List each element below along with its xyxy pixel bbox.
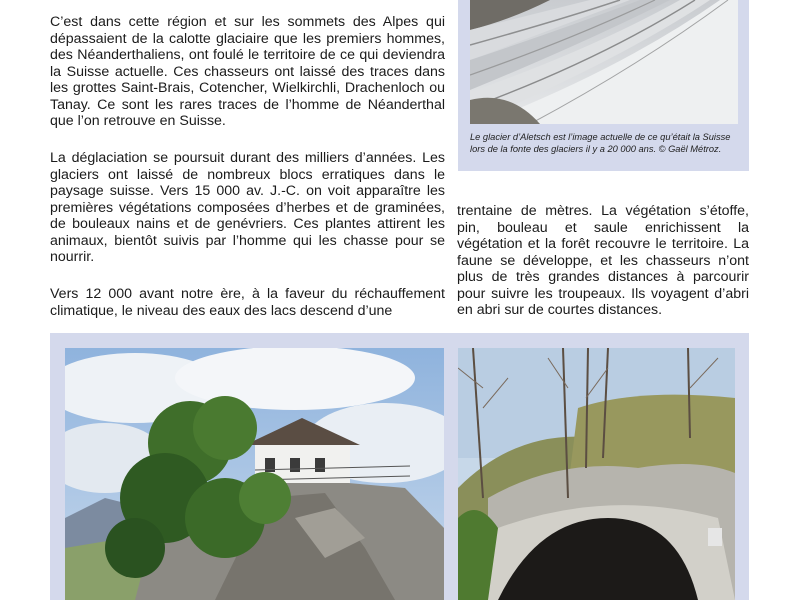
glacier-photo: [470, 0, 738, 124]
chapel-on-rock-photo: [65, 348, 444, 600]
paragraph-warming-start: Vers 12 000 avant notre ère, à la faveur du réchauffement climatique, le niveau des eaux des lacs descend d’une: [50, 286, 445, 319]
cave-entrance-photo: [458, 348, 735, 600]
glacier-caption: Le glacier d’Aletsch est l’image actuelle de ce qu’était la Suisse lors de la fonte des glaciers il y a 20 000 ans. © Gaël Métroz.: [470, 132, 731, 154]
paragraph-warming-continued: trentaine de mètres. La végétation s’étoffe, pin, bouleau et saule enrichissent la végétation et la forêt recouvre le territoire. La faune se développe, et les chasseurs n’ont plus de très grandes distances à parcourir pour suivre les troupeaux. Ils voyagent d’abri en abri sur de courtes distances.: [457, 203, 749, 318]
paragraph-deglaciation: La déglaciation se poursuit durant des milliers d’années. Les glaciers ont laissé de nombreux blocs erratiques dans le paysage suisse. Vers 15 000 av. J.-C. on voit apparaître les premières végétations composées d’herbes et de graminées, de bouleaux nains et de genévriers. Ces plantes attirent les animaux, bientôt suivis par l’homme qui les chasse pour se nourrir.: [50, 150, 445, 265]
glacier-figure: [458, 0, 749, 171]
paragraph-neanderthal: C’est dans cette région et sur les sommets des Alpes qui dépassaient de la calotte glaciaire que les premiers hommes, des Néanderthaliens, ont foulé le territoire de ce qui deviendra la Suisse actuelle. Ces chasseurs ont laissé des traces dans les grottes Saint-Brais, Cotencher, Wielkirchli, Drachenloch ou Tanay. Ce sont les rares traces de l’homme de Néanderthal que l’on retrouve en Suisse.: [50, 14, 445, 129]
